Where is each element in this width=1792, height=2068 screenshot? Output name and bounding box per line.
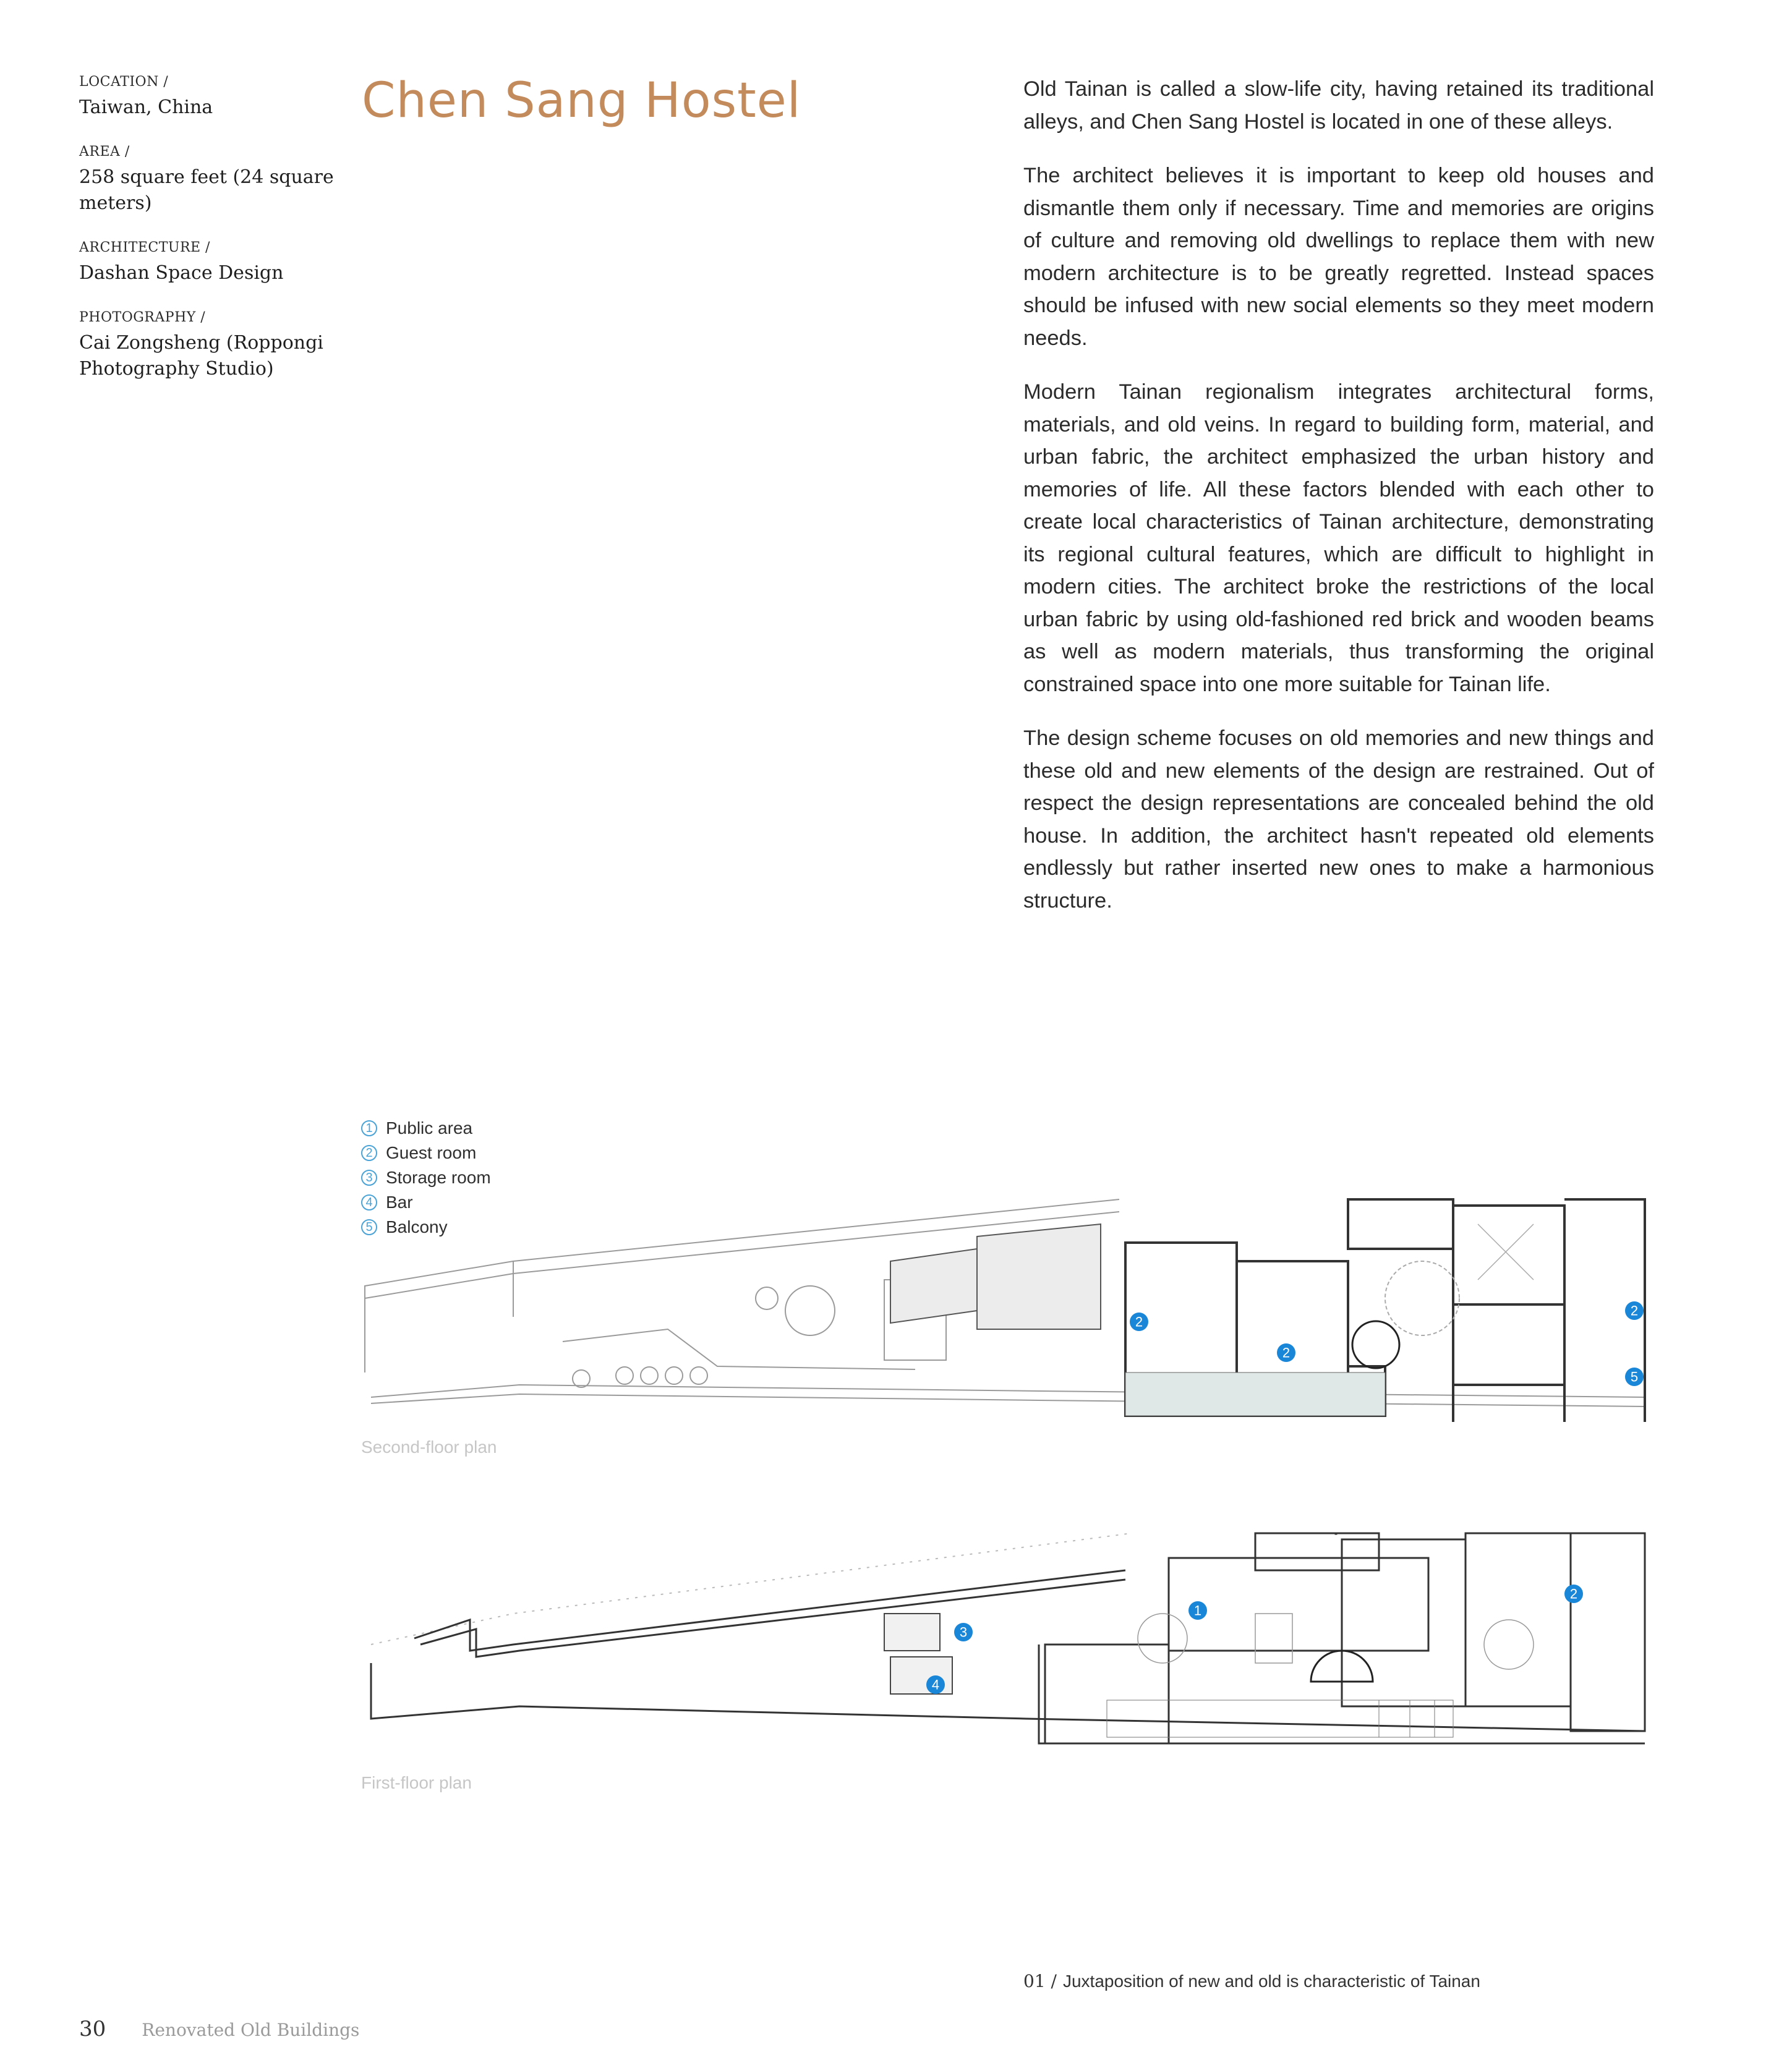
project-meta	[79, 74, 351, 406]
svg-text:2: 2	[1630, 1303, 1639, 1319]
location-value: Taiwan, China	[79, 96, 213, 118]
room-badge	[1625, 1301, 1644, 1320]
book-title: Renovated Old Buildings	[142, 2020, 360, 2040]
legend-item	[361, 1165, 491, 1190]
paragraph: Modern Tainan regionalism integrates architectural forms, materials, and old veins. In regard to building form, material, and urban fabric, the architect emphasized the urban history and memories of life. All these factors blended with each other to create local characteristics of Tainan architecture, demonstrating its regional cultural features, which are difficult to highlight in modern cities. The architect broke the restrictions of the local urban fabric by using old-fashioned red brick and wooden beams as well as modern materials, thus transforming the original constrained space into one more suitable for Tainan life.	[1023, 380, 1654, 696]
area-label: AREA /	[79, 144, 130, 160]
paragraph: The architect believes it is important to keep old houses and dismantle them only if necessary. Time and memories are origins of culture and removing old dwellings to replace them with new modern architecture is to be greatly regretted. Instead spaces should be infused with new social elements so they meet modern needs.	[1023, 164, 1654, 350]
area-value: 258 square feet (24 square meters)	[79, 166, 334, 214]
number-circle-icon: 4	[361, 1194, 377, 1211]
room-badge	[1564, 1585, 1583, 1603]
first-floor-caption: First-floor plan	[361, 1773, 472, 1792]
svg-text:2: 2	[1282, 1345, 1291, 1361]
page-title: Chen Sang Hostel	[362, 73, 801, 129]
room-badge	[954, 1623, 973, 1641]
second-floor-plan	[359, 1187, 1657, 1422]
first-floor-plan	[359, 1521, 1657, 1756]
svg-text:2: 2	[1135, 1314, 1143, 1330]
number-circle-icon: 1	[361, 1120, 377, 1136]
figure-caption	[1023, 1971, 1480, 1991]
article-body	[1023, 73, 1654, 938]
room-badge	[1277, 1343, 1295, 1362]
legend-label: Guest room	[386, 1143, 477, 1162]
legend-label: Balcony	[386, 1217, 448, 1236]
figure-caption-text: Juxtaposition of new and old is characteristic of Tainan	[1062, 1972, 1480, 1991]
paragraph: The design scheme focuses on old memories and new things and these old and new elements of the design are restrained. Out of respect the design representations are concealed behind the old house. In addition, the architect hasn't repeated old elements endlessly but rather inserted new ones to make a harmonious structure.	[1023, 726, 1654, 913]
paragraph: Old Tainan is called a slow-life city, having retained its traditional alleys, and Chen Sang Hostel is located in one of these alleys.	[1023, 77, 1654, 134]
legend-label: Bar	[386, 1193, 413, 1212]
legend-label: Public area	[386, 1118, 473, 1138]
architecture-value: Dashan Space Design	[79, 262, 284, 284]
room-badge	[1188, 1601, 1207, 1620]
svg-text:5: 5	[1630, 1369, 1639, 1385]
figure-number: 01 /	[1023, 1971, 1057, 1991]
svg-text:3: 3	[959, 1624, 968, 1640]
photography-label: PHOTOGRAPHY /	[79, 310, 206, 325]
second-floor-caption: Second-floor plan	[361, 1437, 497, 1457]
page-number: 30	[79, 2017, 106, 2041]
floor-plan-drawing-icon	[359, 1521, 1657, 1756]
number-circle-icon: 5	[361, 1219, 377, 1235]
room-badge	[926, 1675, 945, 1694]
room-badge	[1130, 1313, 1148, 1331]
number-circle-icon: 3	[361, 1170, 377, 1186]
location-label: LOCATION /	[79, 74, 169, 90]
svg-text:1: 1	[1193, 1602, 1202, 1619]
legend-item	[361, 1141, 491, 1165]
photography-value: Cai Zongsheng (Roppongi Photography Studio)	[79, 332, 323, 380]
architecture-label: ARCHITECTURE /	[79, 240, 210, 255]
legend-item	[361, 1116, 491, 1141]
floor-plan-drawing-icon	[359, 1187, 1657, 1422]
legend-label: Storage room	[386, 1168, 491, 1187]
room-badge	[1625, 1368, 1644, 1386]
svg-text:4: 4	[931, 1677, 940, 1693]
number-circle-icon: 2	[361, 1145, 377, 1161]
page-footer	[79, 2017, 359, 2041]
svg-text:2: 2	[1569, 1586, 1578, 1602]
